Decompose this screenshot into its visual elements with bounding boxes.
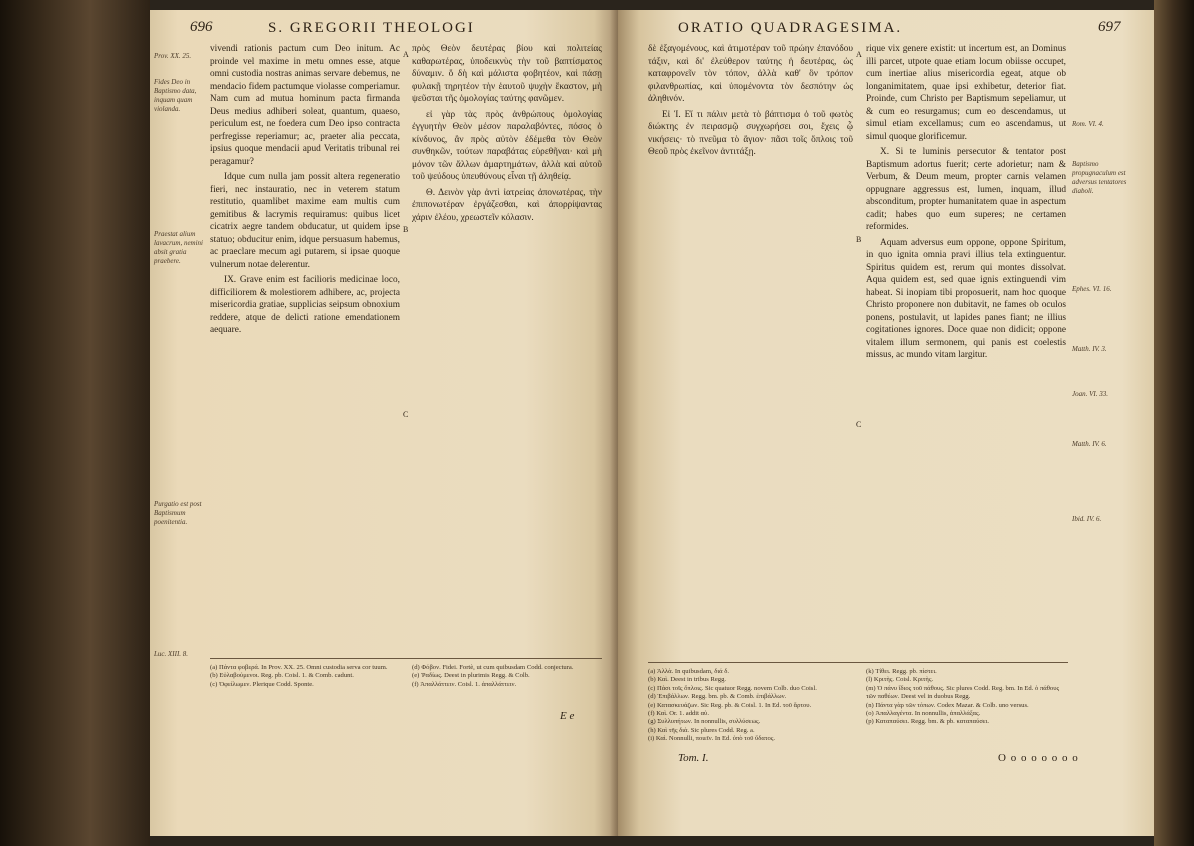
footnote: (n) Πάντα γὰρ τῶν τόπων. Codex Mazar. & Colb. uno versus. bbox=[866, 701, 1029, 709]
section-letter: B bbox=[403, 225, 409, 234]
latin-paragraph: vivendi rationis pactum cum Deo initum. Ac proinde vel maxime in metu omnes esse, atque omni custodia nostras animas servare debemus, ne mendacio fidem pactumque violasse comperiamur. Nam cum ad mutua hominum pacta firmanda Deus medius adhiberi soleat, quantum, quaeso, periculum est, ne foedera cum Deo ipso contracta perfregisse reperiamur; ac, praeter alia peccata, ipsius quoque mendacii apud Veritatis tribunal rei peragamur? bbox=[210, 44, 400, 167]
signature-mark: O o o o o o o o bbox=[998, 752, 1079, 764]
footnote: (i) Καὶ. Nonnulli, ποιεῖν. In Ed. ὑπὸ τοῦ ὕδατος. bbox=[648, 735, 776, 743]
footnotes-left bbox=[648, 668, 853, 748]
footnote: (k) Τίθει. Regg. pb. πίστει. bbox=[866, 668, 937, 675]
latin-paragraph: rique vix genere existit: ut incertum est, an Dominus illi parcet, utpote quae etiam locum obiisse occupet, cum inertiae alius misericordia egeat, atque ob longanimitatem, quae ipsi exhibetur, deterior fiat. Proinde, cum Christo per Baptismum sepeliamur, ut & cum eo resurgamus; cum eo descendamus, ut simul etiam excellamus; cum eo ascendamus, ut simul quoque glorificemur. bbox=[866, 44, 1066, 142]
greek-column bbox=[412, 43, 602, 648]
greek-column bbox=[648, 43, 853, 653]
greek-paragraph: Εἰ Ἰ. Εἴ τι πάλιν μετὰ τὸ βάπτισμα ὁ τοῦ φωτὸς διώκτης ἐν πειρασμῷ συγχωρήσει σοι, ἔχεις ᾧ νικήσεις· τὸ πνεῦμα τὸ ἅγιον· πᾶσι τοῖς ὅπλοις τοῦ Θεοῦ πρὸς ἐκεῖνον ἀντιτάξῃ. bbox=[648, 109, 853, 157]
section-letter: B bbox=[856, 235, 862, 244]
greek-paragraph: πρὸς Θεὸν δευτέρας βίου καὶ πολιτείας καθαρωτέρας, ὑποδεικνὺς τὴν τοῦ βαπτίσματος δύναμιν. ὅ δὴ καὶ μάλιστα φοβητέον, καὶ πάσῃ φυλακῇ τηρητέον τὴν ἑαυτοῦ ψυχὴν ἕκαστον, μὴ ψεῦσται τῆς ὁμολογίας ταύτης φανῶμεν. bbox=[412, 44, 602, 104]
footnote: (f) Καὶ. Or. 1. addit αὐ. bbox=[648, 710, 709, 718]
footnote: (p) Καταπαύσει. Regg. bm. & pb. καταπαύσει. bbox=[866, 718, 990, 726]
footnote: (c) Ὀφείλωμεν. Plerique Codd. Sponte. bbox=[210, 680, 314, 688]
latin-paragraph: Aquam adversus eum oppone, oppone Spiritum, in quo ignita omnia pravi illius tela extinguentur. Spiritus quidem est, rerum qui montes dissolvat. Aqua quidem est, sed quae ignis extinguendi vim habeat. Si inopiam tibi proposuerit, nam hoc quoque Christo proponere non dubitavit, ne fames ob oculos ponens, postulavit, ut lapides panes fiant; ne illius cogitationes ignores. Doce quae non didicit; oppone vitalem illum sermonem, qui panis est coelestis missus, ac mundo vitam largitur. bbox=[866, 237, 1066, 360]
latin-column bbox=[866, 43, 1066, 653]
margin-note: Fides Deo in Baptismo data, inquam quam violanda. bbox=[154, 78, 197, 113]
greek-paragraph: Θ. Δεινὸν γὰρ ἀντὶ ἰατρείας ἀπονωτέρας, τὴν ἐπιπονωτέραν ἐργάζεσθαι, καὶ ἀπορρίψαντας χάριν ἐλέου, χρεωστεῖν κόλασιν. bbox=[412, 187, 602, 223]
section-letter: C bbox=[856, 420, 862, 429]
margin-note: Matth. IV. 6. bbox=[1072, 440, 1107, 448]
footnote: (e) Ῥαδίως. Deest in plurimis Regg. & Colb. bbox=[412, 672, 530, 680]
latin-column bbox=[210, 43, 400, 648]
footnote: (b) Καὶ. Deest in tribus Regg. bbox=[648, 676, 727, 684]
section-letter: A bbox=[856, 50, 862, 59]
section-letter: C bbox=[403, 410, 409, 419]
latin-paragraph: X. Si te luminis persecutor & tentator post Baptismum adortus fuerit; certe adorietur; nam & Verbum, & Deum meum, propter carnis velamen oppugnare aggressus est, lumen, inquam, illud absconditum, propter humanitatem quae in aspectum cadit; habes quo eum superes; ne certamen reformides. bbox=[866, 147, 1066, 232]
latin-paragraph: Idque cum nulla jam possit altera regeneratio fieri, nec instauratio, nec in veterem statum restitutio, quamlibet maxime eam multis cum gemitibus & lacrymis requiramus: quibus licet cicatrix aegre tandem obducatur, ut quidem ipse statuo; obducitur enim, idque persuasum habemus, ac praeclare mecum agi putarem, si ipsae quoque vulnerum notae delerentur. bbox=[210, 172, 400, 270]
footnote: (l) Κριτὴς. Coisl. Κριτὴς. bbox=[866, 676, 934, 684]
left-page bbox=[150, 10, 618, 836]
margin-note: Matth. IV. 3. bbox=[1072, 345, 1107, 353]
footnotes-right bbox=[866, 668, 1066, 748]
footnote: (o) Ἀπαλλαγέντα. In nonnullis, ἀπαλλάξας. bbox=[866, 710, 981, 718]
margin-note: Ibid. IV. 6. bbox=[1072, 515, 1102, 523]
greek-paragraph: εἰ γὰρ τὰς πρὸς ἀνθρώπους ὁμολογίας ἐγγυητὴν Θεὸν μέσον παραλαβόντες, πόσος ὁ κίνδυνος, ἂν πρὸς αὐτὸν ἐδέμεθα τὸν Θεὸν συνθηκῶν, τούτων παραβάτας εὑρεθῆναι· καὶ μὴ μόνον τῶν ἄλλων ἁμαρτημάτων, ἀλλὰ καὶ αὐτοῦ τοῦ ψεύδους ὑπευθύνους εἶναι τῇ ἀληθείᾳ. bbox=[412, 109, 602, 182]
footnote: (d) Ἐπιβάλλων. Regg. bm. pb. & Comb. ἐπιβάλλων. bbox=[648, 693, 787, 701]
signature-mark: E e bbox=[560, 710, 575, 722]
margin-note: Purgatio est post Baptismum poenitentia. bbox=[154, 500, 202, 526]
footnote: (e) Κατασκευάζων. Sic Reg. pb. & Coisl. 1. In Ed. τοῦ ἄρτου. bbox=[648, 701, 812, 709]
footnote-rule bbox=[210, 658, 602, 659]
footnote: (f) Ἀπαλλάττειν. Coisl. 1. ἀπαλλάττειν. bbox=[412, 680, 517, 688]
right-page-number: 697 bbox=[1098, 19, 1121, 35]
greek-paragraph: δὲ ἐξαγομένους, καὶ ἀτιμοτέραν τοῦ πρώην ἐπανόδου τάξιν, καὶ δι' ἐλεύθερον ταύτης ἡ δευτέρας, ὡς καταφρονεῖν τὸν τόπον, ἀλλὰ καθ' ὃν τρόπον φιλανθρωπίας, καὶ ὑπομένοντα τὸν δεσπότην ὡς ἀληθινόν. bbox=[648, 44, 853, 104]
right-binding bbox=[1154, 0, 1194, 846]
section-letter: A bbox=[403, 50, 409, 59]
footnote: (g) Συλλυπήτων. In nonnullis, συλλύσεως. bbox=[648, 718, 761, 726]
footnote: (a) Πάντα φοβερά. In Prov. XX. 25. Omni custodia serva cor tuum. bbox=[210, 664, 388, 671]
footnotes-left bbox=[210, 664, 400, 724]
margin-note: Luc. XIII. 8. bbox=[154, 650, 189, 658]
left-binding bbox=[0, 0, 150, 846]
latin-paragraph: IX. Grave enim est facilioris medicinae loco, difficiliorem & molestiorem adhibere, ac, projecta misericordia gratiae, supplicias seipsum obnoxium reddere, atque de delicti ratione emendationem aequare. bbox=[210, 275, 400, 335]
right-running-head: ORATIO QUADRAGESIMA. bbox=[678, 20, 903, 36]
footnote: (b) Εὐλαβούμενοι. Reg. pb. Coisl. 1. & Comb. cadunt. bbox=[210, 672, 354, 680]
footnote: (c) Πάσι τοῖς ὅπλοις. Sic quatuor Regg. novem Colb. duo Coisl. bbox=[648, 684, 817, 692]
margin-note: Rom. VI. 4. bbox=[1072, 120, 1104, 128]
footnote-rule bbox=[648, 662, 1068, 663]
left-page-number: 696 bbox=[190, 19, 213, 35]
footnote: (a) Ἀλλὰ. In quibusdam, διά δ. bbox=[648, 668, 729, 675]
margin-note: Ephes. VI. 16. bbox=[1072, 285, 1112, 293]
tome-label: Tom. I. bbox=[678, 752, 709, 764]
margin-note: Joan. VI. 33. bbox=[1072, 390, 1108, 398]
right-page bbox=[618, 10, 1154, 836]
margin-note: Prov. XX. 25. bbox=[154, 52, 192, 60]
margin-note: Praestat alium lavacrum, nemini absit gratia praebere. bbox=[154, 230, 203, 265]
footnote: (d) Φόβον. Fidei. Fortè, ut cum quibusdam Codd. conjectura. bbox=[412, 664, 574, 671]
footnote: (m) Ὁ πάνυ ἴδιος τοῦ πάθους. Sic plures Codd. Reg. bm. In Ed. ὁ πάθους τῶν παθέων. Deest vel in duobus Regg. bbox=[866, 684, 1060, 701]
margin-note: Baptismo propugnaculum est adversus tentatores diaboli. bbox=[1072, 160, 1127, 195]
footnote: (h) Καὶ τῆς διὰ. Sic plures Codd. Reg. a. bbox=[648, 726, 755, 734]
left-running-head: S. GREGORII THEOLOGI bbox=[268, 20, 475, 36]
